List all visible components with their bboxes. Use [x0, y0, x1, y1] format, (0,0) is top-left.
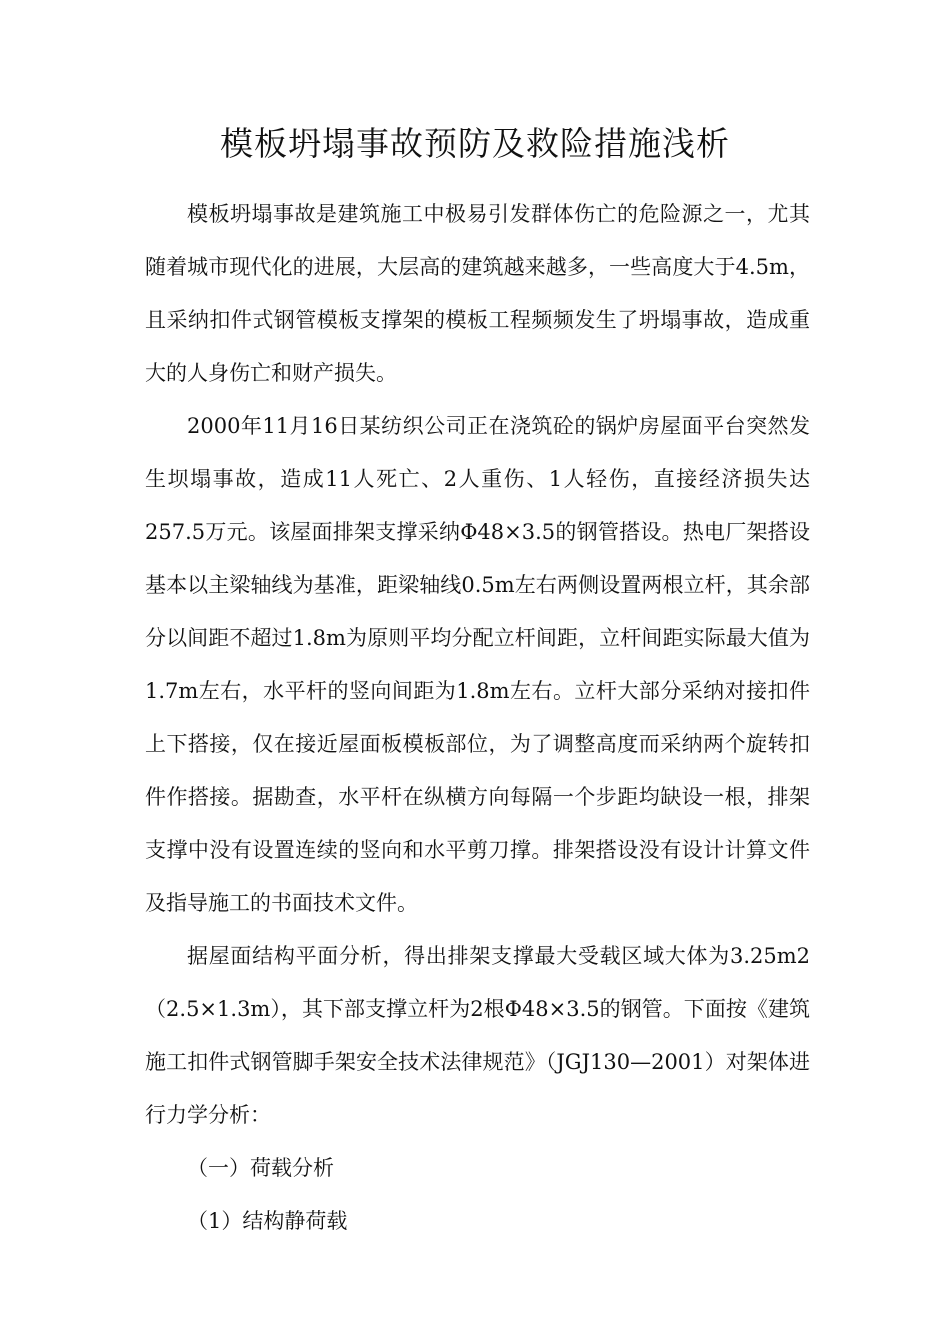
- paragraph-analysis: 据屋面结构平面分析，得出排架支撑最大受载区域大体为3.25m2（2.5×1.3m），其下部支撑立杆为2根Φ48×3.5的钢管。下面按《建筑施工扣件式钢管脚手架安全技术法律规范》（JGJ130—2001）对架体进行力学分析：: [145, 944, 810, 1127]
- section-heading-load-analysis: （一）荷载分析: [187, 1156, 334, 1180]
- subsection-heading-static-load: （1）结构静荷载: [187, 1209, 348, 1233]
- paragraph-accident-case: 2000年11月16日某纺织公司正在浇筑砼的锅炉房屋面平台突然发生坝塌事故，造成11人死亡、2人重伤、1人轻伤，直接经济损失达257.5万元。该屋面排架支撑采纳Φ48×3.5的钢管搭设。热电厂架搭设基本以主梁轴线为基准，距梁轴线0.5m左右两侧设置两根立杆，其余部分以间距不超过1.8m为原则平均分配立杆间距，立杆间距实际最大值为1.7m左右，水平杆的竖向间距为1.8m左右。立杆大部分采纳对接扣件上下搭接，仅在接近屋面板模板部位，为了调整高度而采纳两个旋转扣件作搭接。据勘查，水平杆在纵横方向每隔一个步距均缺设一根，排架支撑中没有设置连续的竖向和水平剪刀撑。排架搭设没有设计计算文件及指导施工的书面技术文件。: [145, 414, 810, 915]
- paragraph-intro: 模板坍塌事故是建筑施工中极易引发群体伤亡的危险源之一，尤其随着城市现代化的进展，大层高的建筑越来越多，一些高度大于4.5m，且采纳扣件式钢管模板支撑架的模板工程频频发生了坍塌事故，造成重大的人身伤亡和财产损失。: [145, 202, 810, 385]
- document-body: [145, 188, 810, 1248]
- document-title: 模板坍塌事故预防及救险措施浅析: [220, 124, 730, 163]
